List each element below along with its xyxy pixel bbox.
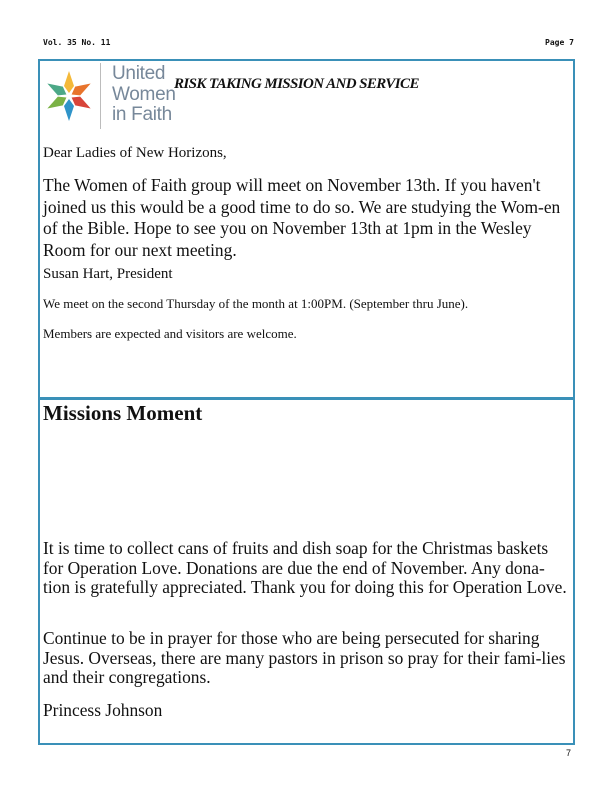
missions-moment-title: Missions Moment (43, 401, 203, 425)
logo-wordmark (112, 64, 176, 126)
uwf-star-icon (42, 69, 96, 123)
intro-paragraph: The Women of Faith group will meet on November 13th. If you haven't joined us this would be a good time to do so. We are studying the Wom-en of the Bible. Hope to see you on November 13th at 1pm in the Wesley Room for our next meeting. (43, 175, 561, 260)
meeting-note: We meet on the second Thursday of the month at 1:00PM. (September thru June). (43, 296, 469, 311)
president-signature: Susan Hart, President (43, 266, 173, 282)
logo-line: in Faith (112, 104, 172, 125)
section-title: RISK TAKING MISSION AND SERVICE (174, 76, 419, 92)
logo-line: United (112, 63, 166, 84)
prayer-paragraph: Continue to be in prayer for those who are being persecuted for sharing Jesus. Overseas, there are many pastors in prison so pray for their fami-lies and their congregations. (43, 628, 566, 687)
uwf-section-box (38, 59, 575, 399)
missions-moment-box (38, 398, 575, 745)
volume-label: Vol. 35 No. 11 (43, 38, 111, 47)
logo-line: Women (112, 83, 176, 105)
logo-divider (100, 63, 101, 129)
missions-signature: Princess Johnson (43, 700, 163, 720)
page-number: 7 (566, 748, 572, 758)
operation-love-paragraph: It is time to collect cans of fruits and dish soap for the Christmas baskets for Operation Love. Donations are due the end of November. Any dona-tion is gratefully appreciated. Thank you for doing this for Operation Love. (43, 538, 567, 597)
members-note: Members are expected and visitors are welcome. (43, 326, 297, 341)
page-label: Page 7 (545, 38, 574, 47)
salutation: Dear Ladies of New Horizons, (43, 145, 227, 161)
uwf-logo (42, 63, 176, 129)
